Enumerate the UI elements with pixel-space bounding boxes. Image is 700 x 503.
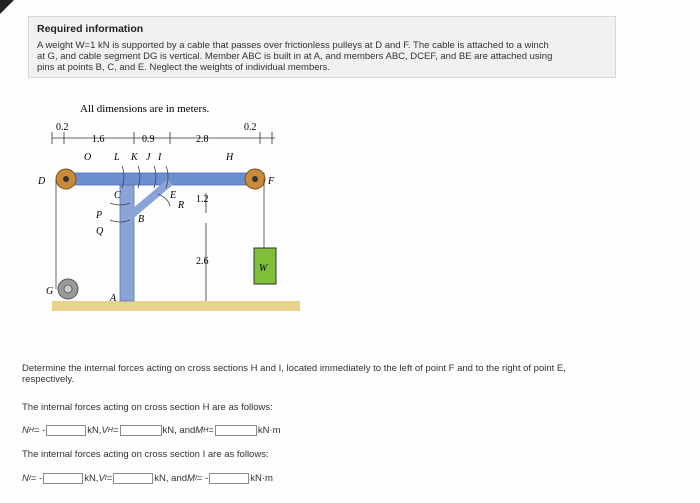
question-line-2: respectively. xyxy=(22,374,75,385)
mh-label: M xyxy=(195,424,204,436)
label-g: G xyxy=(46,286,54,297)
info-line-2: at G, and cable segment DG is vertical. Member ABC is built in at A, and members ABC, DCEF, and BE are attached using xyxy=(37,51,553,62)
info-line-1: A weight W=1 kN is supported by a cable that passes over frictionless pulleys at D and F. The cable is attached to a winch xyxy=(37,40,549,51)
label-h: H xyxy=(226,152,234,163)
vi-unit: kN, and xyxy=(154,472,188,484)
label-o: O xyxy=(84,152,92,163)
dim-1-2: 1.2 xyxy=(196,194,209,205)
section-i-intro: The internal forces acting on cross section I are as follows: xyxy=(22,449,269,460)
mh-sub: H xyxy=(203,426,209,434)
dim-0-2-left: 0.2 xyxy=(56,122,69,133)
member-be xyxy=(130,182,170,216)
vh-eq: = xyxy=(112,424,119,436)
label-c: C xyxy=(114,190,121,201)
nh-label: N xyxy=(22,424,29,436)
dim-1-6: 1.6 xyxy=(92,134,105,145)
winch-g-hub xyxy=(64,285,72,293)
mi-input[interactable] xyxy=(209,473,249,484)
label-i: I xyxy=(158,152,162,163)
question-text xyxy=(22,363,622,385)
ground xyxy=(52,301,300,311)
vi-label: V xyxy=(98,472,105,484)
frame-diagram xyxy=(30,98,340,318)
ni-input[interactable] xyxy=(43,473,83,484)
label-b: B xyxy=(138,214,145,225)
mi-eq: = - xyxy=(196,472,209,484)
nh-input[interactable] xyxy=(46,425,86,436)
ni-eq: = - xyxy=(30,472,43,484)
mi-label: M xyxy=(187,472,195,484)
ni-sub: I xyxy=(28,474,31,482)
dim-0-2-right: 0.2 xyxy=(244,122,257,133)
dim-2-6: 2.6 xyxy=(196,256,209,267)
label-f: F xyxy=(268,176,275,187)
nh-unit: kN, xyxy=(87,424,102,436)
label-e: E xyxy=(170,190,177,201)
label-j: J xyxy=(146,152,151,163)
section-h-intro: The internal forces acting on cross section H are as follows: xyxy=(22,402,273,413)
vi-sub: I xyxy=(104,474,107,482)
mh-unit: kN·m xyxy=(257,424,281,436)
label-a: A xyxy=(110,293,117,304)
mh-input[interactable] xyxy=(215,425,257,436)
pulley-d-hub xyxy=(63,176,69,182)
label-q: Q xyxy=(96,226,104,237)
nh-eq: = - xyxy=(33,424,46,436)
vi-input[interactable] xyxy=(113,473,153,484)
frame-figure xyxy=(30,98,340,318)
section-i-answer-row xyxy=(22,471,273,485)
mh-eq: = xyxy=(208,424,214,436)
label-r: R xyxy=(178,200,185,211)
ni-label: N xyxy=(22,472,29,484)
section-h-answer-row xyxy=(22,423,281,437)
label-d: D xyxy=(38,176,46,187)
figure-caption: All dimensions are in meters. xyxy=(80,103,210,115)
info-line-3: pins at points B, C, and E. Neglect the weights of individual members. xyxy=(37,62,331,73)
label-w: W xyxy=(259,263,268,274)
mi-sub: I xyxy=(194,474,197,482)
dim-0-9: 0.9 xyxy=(142,134,155,145)
label-k: K xyxy=(131,152,138,163)
question-line-1: Determine the internal forces acting on cross sections H and I, located immediately to the left of point F and to the right of point E, xyxy=(22,363,566,374)
label-p: P xyxy=(96,210,103,221)
mi-unit: kN·m xyxy=(250,472,273,484)
corner-marker xyxy=(0,0,14,14)
vh-sub: H xyxy=(107,426,113,434)
dim-2-8: 2.8 xyxy=(196,134,209,145)
info-title: Required information xyxy=(37,23,144,35)
pulley-f-hub xyxy=(252,176,258,182)
label-l: L xyxy=(114,152,120,163)
required-info-box xyxy=(28,16,616,78)
member-abc xyxy=(120,178,134,301)
ni-unit: kN, xyxy=(84,472,99,484)
vh-label: V xyxy=(101,424,108,436)
nh-sub: H xyxy=(28,426,34,434)
vi-eq: = xyxy=(106,472,113,484)
vh-unit: kN, and xyxy=(162,424,196,436)
vh-input[interactable] xyxy=(120,425,162,436)
